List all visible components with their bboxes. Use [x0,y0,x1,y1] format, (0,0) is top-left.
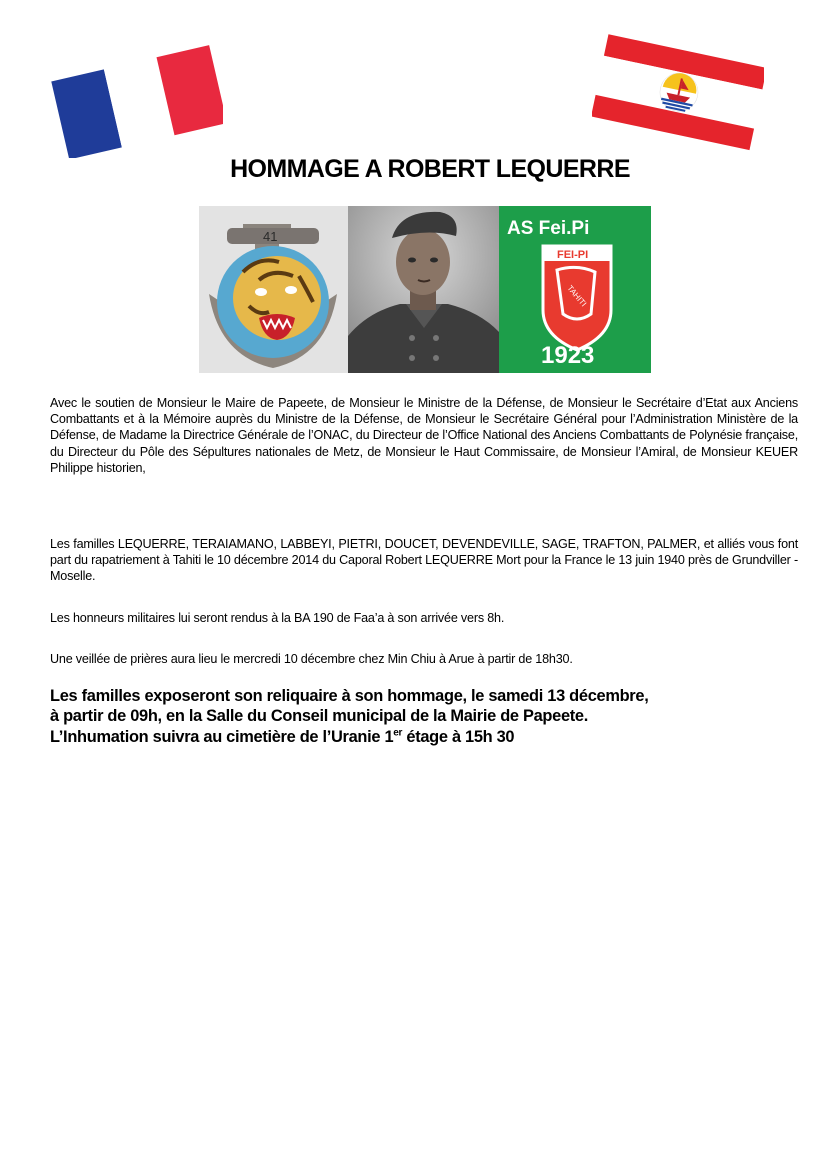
as-feipi-club-image [499,206,651,373]
closing-line-3-superscript: er [393,727,403,739]
closing-line-3-start: L’Inhumation suivra au cimetière de l’Uranie 1 [50,727,394,746]
closing-line-1: Les familles exposeront son reliquaire à son hommage, le samedi 13 décembre, [50,687,649,705]
families-paragraph: Les familles LEQUERRE, TERAIAMANO, LABBEYI, PIETRI, DOUCET, DEVENDEVILLE, SAGE, TRAFTON, PALMER, et alliés vous font part du rapatriement à Tahiti le 10 décembre 2014 du Caporal Robert LEQUERRE Mort pour la France le 13 juin 1940 près de Grundviller - Moselle. [50,537,798,584]
regiment-insignia-image [199,206,348,373]
closing-line-3 [50,727,810,747]
closing-announcement [50,686,810,747]
club-shield-text: TAHITI [565,283,589,309]
insignia-number: 41 [263,229,278,244]
military-honors-paragraph: Les honneurs militaires lui seront rendus à la BA 190 de Faa’a à son arrivée vers 8h. [50,611,505,625]
club-shield-top-text: FEI-PI [557,249,589,261]
page-title: HOMMAGE A ROBERT LEQUERRE [230,155,630,183]
closing-line-2: à partir de 09h, en la Salle du Conseil municipal de la Mairie de Papeete. [50,707,589,726]
soldier-portrait-image [348,206,499,373]
club-year: 1923 [541,342,595,369]
closing-line-3-end: étage à 15h 30 [402,727,515,746]
club-header-text: AS Fei.Pi [507,218,590,239]
french-flag [48,28,223,158]
french-polynesia-flag [592,30,764,155]
intro-paragraph: Avec le soutien de Monsieur le Maire de Papeete, de Monsieur le Ministre de la Défense, de Monsieur le Secrétaire d’Etat aux Anciens Combattants et à la Mémoire auprès du Ministre de la Défense, de Monsieur le Secrétaire Général pour l’Administration Ministère de la Défense, de Madame la Directrice Générale de l’ONAC, du Directeur de l’Office National des Anciens Combattants de Polynésie française, du Directeur du Pôle des Sépultures nationales de Metz, de Monsieur le Haut Commissaire, de Monsieur l’Amiral, de Monsieur KEUER Philippe historien, [50,396,798,475]
vigil-paragraph: Une veillée de prières aura lieu le mercredi 10 décembre chez Min Chiu à Arue à partir de 18h30. [50,652,573,666]
